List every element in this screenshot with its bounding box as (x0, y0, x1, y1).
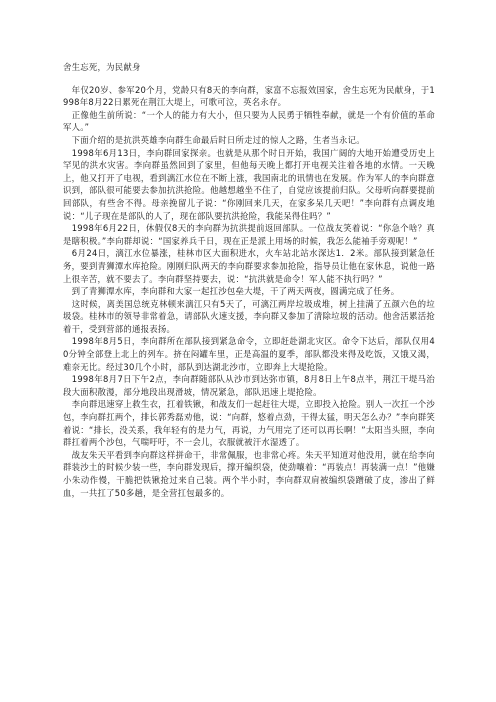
document-title: 舍生忘死，为民献身 (63, 62, 141, 72)
paragraph-reservoir: 到了青狮潭水库，李向群和大家一起扛沙包垒大堤，干了两天两夜，圆满完成了任务。 (63, 286, 400, 297)
paragraph-intro: 年仅20岁、参军20个月，党龄只有8天的李向群，家富不忘报效国家，舍生忘死为民献身，于1998年8月22日累死在荆江大堤上，可歌可泣，英名永存。 (63, 84, 435, 108)
paragraph-quote: 正像他生前所说：“一个人的能力有大小，但只要为人民勇于牺牲奉献，就是一个有价值的革命军人。” (63, 109, 435, 133)
paragraph-hubei-order: 1998年8月5日，李向群所在部队接到紧急命令，立即赶赴湖北灾区。命令下达后，部队仅用40分钟全部登上北上的列车。挤在闷罐车里，正是高温的夏季，部队都没来得及吃饭，又饿又渴，难奈无比。经过30几个小时，部队到达湖北沙市，立即奔上大堤抢险。 (63, 336, 435, 372)
paragraph-early-return: 1998年6月22日，休假仅8天的李向群为抗洪提前返回部队。一位战友笑着说：“你急个啥？真是瞎积极。”李向群却说：“国家养兵千日，现在正是派上用场的时候，我怎么能袖手旁观呢！” (63, 223, 435, 246)
paragraph-comrade: 战友朱天平看到李向群这样拼命干，非常佩服，也非常心疼。朱天平知道对他没用，就在给李向群装沙土的时候少装一些，李向群发现后，撑开编织袋，使劲嚷着：“再装点！再装满一点！”他嫌小朱动作慢，干脆把铁锹抢过来自己装。两个半小时，李向群双肩被编织袋蹭破了皮，渗出了鲜血，一共扛了50多趟，是全营扛包最多的。 (63, 449, 435, 498)
paragraph-sandbags: 李向群迅速穿上救生衣，扛着铁锹，和战友们一起赶往大堤，立即投入抢险。别人一次扛一个沙包，李向群扛两个，排长郭秀磊劝他，说：“向群，悠着点劲，干得太猛，明天怎么办？”李向群笑着说：“排长，没关系，我年轻有的是力气，再说，力气用完了还可以再长啊！”太阳当头照，李向群扛着两个沙包，气喘吁吁，不一会儿，衣服就被汗水湿透了。 (63, 399, 435, 448)
paragraph-home-leave: 1998年6月13日，李向群回家探亲。也就是从那个时日开始，我国广阔的大地开始遭受历史上罕见的洪水灾害。李向群虽然回到了家里，但他每天晚上都打开电视关注着各地的水情。一天晚上，他又打开了电视，看到漓江水位在不断上涨，我国南北的讯情也在发展。作为军人的李向群意识到，部队很可能要去参加抗洪抢险。他越想越坐不住了，自觉应该提前归队。父母听向群要提前回部队，有些舍不得。母亲挽留儿子说：“你刚回来几天，在家多呆几天吧！”李向群有点调皮地说：“儿子现在是部队的人了，现在部队要抗洪抢险，我能呆得住吗？” (63, 147, 435, 221)
document-body (63, 61, 435, 499)
paragraph-lijiang-flood: 6月24日，漓江水位暴涨，桂林市区大面积进水，火车站北站水深达1．2米。部队接到紧急任务，要到青狮潭水库抢险。刚刚归队两天的李向群要求参加抢险，指导员让他在家休息，说他一路上很辛苦，就不要去了。李向群坚持要去，说：“抗洪就是命令！军人能不执行吗？” (63, 248, 435, 284)
paragraph-dike-emergency: 1998年8月7日下午2点，李向群随部队从沙市到达弥市镇，8月8日上午8点半，荆江干堤马治段大面积散漫，部分地段出现滑坡，情况紧急，部队迅速上堤抢险。 (63, 374, 435, 397)
paragraph-introduction: 下面介绍的是抗洪英雄李向群生命最后时日所走过的惊人之路，生者当永记。 (63, 134, 365, 145)
paragraph-cleanup: 这时候，离美国总统克林顿来漓江只有5天了，可漓江两岸垃圾成堆，树上挂满了五颜六色的垃圾袋。桂林市的领导非常着急，请部队火速支援，李向群又参加了清除垃圾的活动。他舍活累活抢着干，受到营部的通报表扬。 (63, 298, 435, 334)
